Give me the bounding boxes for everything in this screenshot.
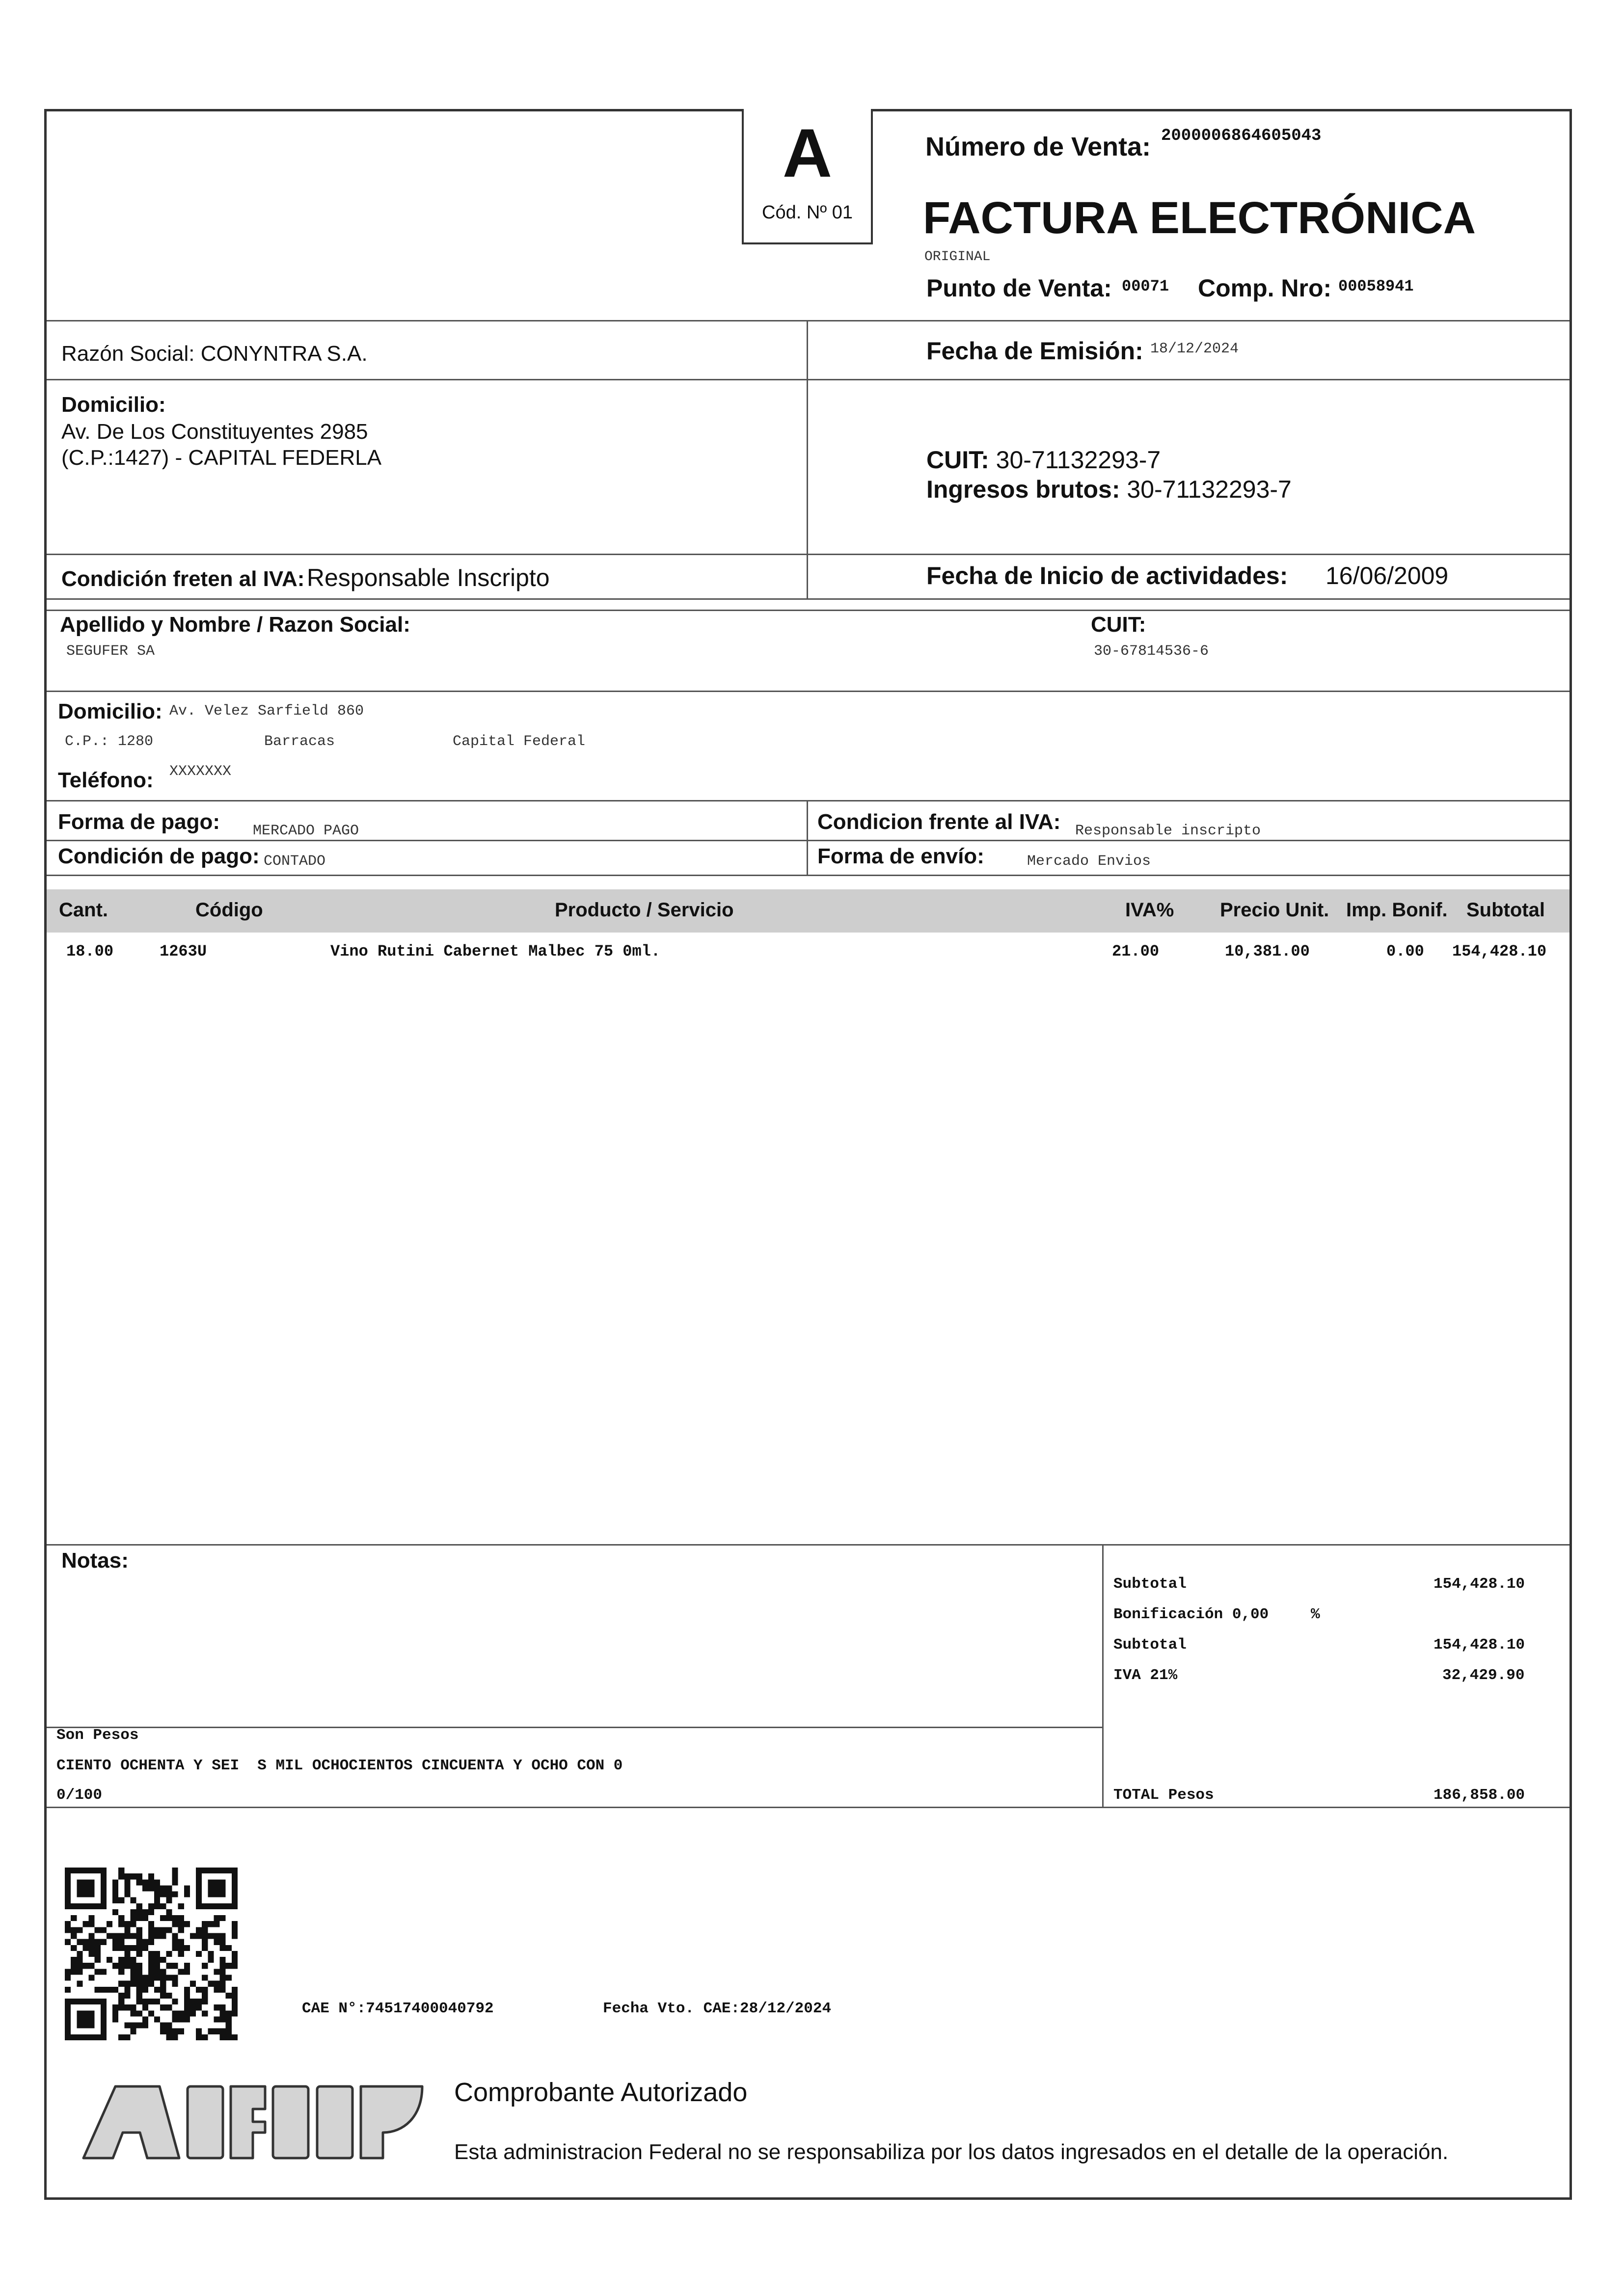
- divider: [47, 320, 1569, 321]
- col-price-header: Precio Unit.: [1220, 899, 1329, 921]
- client-cuit-label: CUIT:: [1091, 613, 1146, 637]
- invoice-title: FACTURA ELECTRÓNICA: [923, 193, 1476, 243]
- grand-total-label: TOTAL Pesos: [1113, 1787, 1214, 1804]
- subtotal2-value: 154,428.10: [1434, 1636, 1525, 1654]
- issuer-iibb-label: Ingresos brutos:: [926, 476, 1120, 503]
- cae-number: CAE N°:74517400040792: [302, 2000, 494, 2017]
- client-name-label: Apellido y Nombre / Razon Social:: [60, 613, 410, 637]
- comp-number: 00058941: [1338, 277, 1414, 295]
- invoice-letter: A: [782, 114, 833, 191]
- shipping: Mercado Envios: [1027, 853, 1151, 870]
- afip-logo-icon: [79, 2083, 427, 2161]
- col-discount-header: Imp. Bonif.: [1346, 899, 1448, 921]
- qr-code-icon: [65, 1868, 238, 2040]
- issuer-address-line2: (C.P.:1427) - CAPITAL FEDERLA: [61, 446, 382, 470]
- payment-terms-label: Condición de pago:: [58, 844, 260, 868]
- issuer-cuit-label: CUIT:: [926, 446, 989, 474]
- issuer-iva-label: Condición freten al IVA:: [61, 567, 305, 591]
- grand-total-value: 186,858.00: [1434, 1787, 1525, 1804]
- row-subtotal: 154,428.10: [1452, 942, 1547, 961]
- col-code-header: Código: [195, 899, 263, 921]
- iva-total-value: 32,429.90: [1442, 1667, 1525, 1684]
- invoice-code: Cód. Nº 01: [762, 202, 853, 223]
- point-of-sale-label: Punto de Venta:: [926, 274, 1112, 302]
- client-phone: XXXXXXX: [169, 763, 232, 780]
- issuer-iibb: [926, 475, 1292, 504]
- row-qty: 18.00: [66, 942, 114, 961]
- client-address-label: Domicilio:: [58, 699, 162, 723]
- copy-label: ORIGINAL: [924, 249, 991, 265]
- notes-label: Notas:: [61, 1548, 129, 1573]
- divider: [47, 875, 1569, 876]
- client-name: SEGUFER SA: [66, 643, 155, 660]
- subtotal-value: 154,428.10: [1434, 1575, 1525, 1593]
- issuer-iibb-value: 30-71132293-7: [1127, 476, 1292, 503]
- divider: [47, 598, 1569, 600]
- issuer-name: Razón Social: CONYNTRA S.A.: [61, 342, 368, 366]
- amount-words-label: Son Pesos: [56, 1727, 139, 1744]
- client-cuit: 30-67814536-6: [1094, 643, 1209, 660]
- client-iva: Responsable inscripto: [1075, 823, 1261, 839]
- start-date-label: Fecha de Inicio de actividades:: [926, 562, 1288, 589]
- row-discount: 0.00: [1386, 942, 1424, 961]
- issuer-cuit: [926, 446, 1161, 474]
- client-postal-code: C.P.: 1280: [65, 733, 154, 750]
- issuer-cuit-value: 30-71132293-7: [996, 446, 1161, 474]
- divider: [47, 554, 1569, 555]
- subtotal2-label: Subtotal: [1113, 1636, 1187, 1654]
- divider: [47, 1544, 1569, 1546]
- amount-words-line1: CIENTO OCHENTA Y SEI S MIL OCHOCIENTOS CINCUENTA Y OCHO CON 0: [56, 1757, 623, 1774]
- divider: [1102, 1544, 1104, 1807]
- items-header: [47, 889, 1569, 933]
- client-iva-label: Condicion frente al IVA:: [817, 810, 1061, 834]
- col-product-header: Producto / Servicio: [555, 899, 734, 921]
- row-product: Vino Rutini Cabernet Malbec 75 0ml.: [330, 942, 661, 961]
- col-subtotal-header: Subtotal: [1466, 899, 1545, 921]
- payment-method: MERCADO PAGO: [253, 823, 359, 839]
- authorized-title: Comprobante Autorizado: [454, 2078, 748, 2107]
- divider: [47, 840, 1569, 841]
- divider: [47, 1727, 1102, 1728]
- divider: [807, 800, 808, 875]
- issue-date: 18/12/2024: [1150, 341, 1239, 357]
- invoice-type-box: [742, 109, 873, 244]
- issuer-iva: [61, 563, 550, 592]
- client-city: Capital Federal: [453, 733, 586, 750]
- divider: [47, 610, 1569, 611]
- divider: [47, 800, 1569, 801]
- divider: [47, 691, 1569, 692]
- iva-total-label: IVA 21%: [1113, 1667, 1178, 1684]
- client-district: Barracas: [264, 733, 335, 750]
- start-date: 16/06/2009: [1325, 562, 1449, 589]
- disclaimer: Esta administracion Federal no se responsabiliza por los datos ingresados en el detalle de la operación.: [454, 2140, 1449, 2164]
- col-qty-header: Cant.: [59, 899, 108, 921]
- shipping-label: Forma de envío:: [817, 844, 984, 868]
- payment-method-label: Forma de pago:: [58, 810, 220, 834]
- issue-date-label: Fecha de Emisión:: [926, 337, 1143, 365]
- client-phone-label: Teléfono:: [58, 768, 154, 792]
- issuer-iva-value: Responsable Inscripto: [306, 564, 550, 591]
- divider: [47, 379, 1569, 380]
- amount-words-line2: 0/100: [56, 1787, 103, 1804]
- point-of-sale: 00071: [1122, 277, 1169, 295]
- issuer-address-line1: Av. De Los Constituyentes 2985: [61, 420, 368, 444]
- divider: [47, 1807, 1569, 1808]
- comp-number-label: Comp. Nro:: [1198, 274, 1332, 302]
- col-iva-header: IVA%: [1125, 899, 1174, 921]
- sale-number-label: Número de Venta:: [925, 132, 1151, 161]
- payment-terms: CONTADO: [264, 853, 326, 870]
- issuer-address-label: Domicilio:: [61, 393, 166, 417]
- sale-number: 2000006864605043: [1161, 127, 1322, 145]
- cae-due-date: Fecha Vto. CAE:28/12/2024: [603, 2000, 832, 2017]
- discount-percent: %: [1311, 1606, 1320, 1623]
- row-iva: 21.00: [1112, 942, 1160, 961]
- divider: [807, 321, 808, 598]
- subtotal-label: Subtotal: [1113, 1575, 1187, 1593]
- client-address: Av. Velez Sarfield 860: [169, 703, 364, 720]
- row-code: 1263U: [160, 942, 207, 961]
- row-price: 10,381.00: [1225, 942, 1310, 961]
- discount-label: Bonificación 0,00: [1113, 1606, 1269, 1623]
